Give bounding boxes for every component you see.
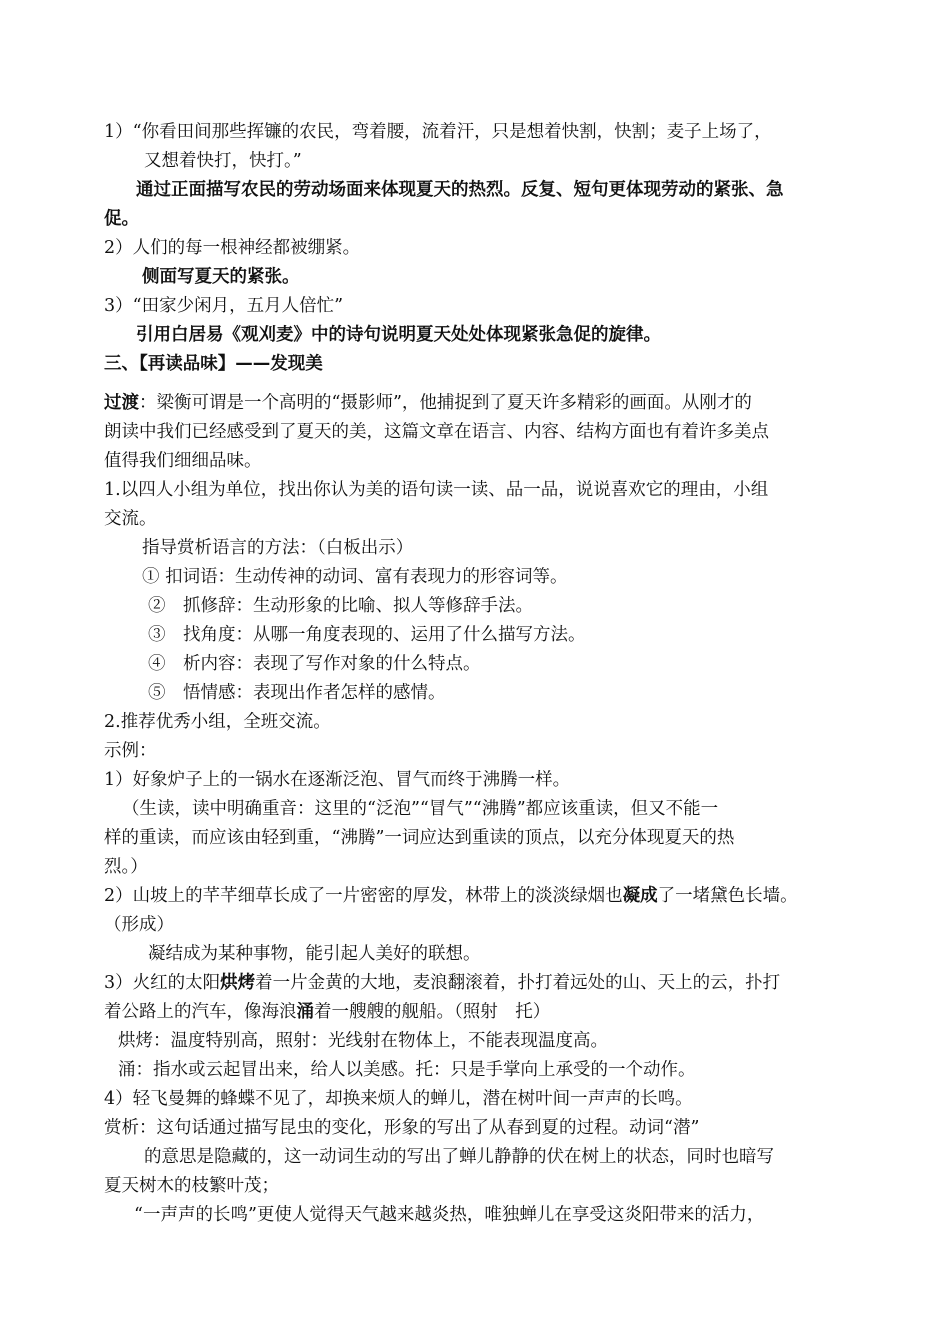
example-1-line-2: 又想着快打，快打。” (144, 151, 302, 171)
sample-3-line-1 (104, 969, 860, 998)
method-2: ② 抓修辞：生动形象的比喻、拟人等修辞手法。 (148, 596, 533, 616)
task-1-line-1: 1.以四人小组为单位，找出你认为美的语句读一读、品一品，说说喜欢它的理由，小组 (104, 480, 769, 500)
appreciation-line-4: “一声声的长鸣”更使人觉得天气越来越炎热，唯独蝉儿在享受这炎阳带来的活力， (134, 1205, 765, 1225)
sample-3-text-a: 3）火红的太阳 (104, 973, 221, 993)
method-3: ③ 找角度：从哪一角度表现的、运用了什么描写方法。 (148, 625, 586, 645)
sample-2 (104, 882, 860, 911)
method-intro: 指导赏析语言的方法：（白板出示） (142, 538, 414, 558)
sample-1: 1）好象炉子上的一锅水在逐渐泛泡、冒气而终于沸腾一样。 (104, 770, 571, 790)
appreciation-line-2: 的意思是隐藏的，这一动词生动的写出了蝉儿静静的伏在树上的状态，同时也暗写 (144, 1147, 774, 1167)
appreciation-line-1: 赏析：这句话通过描写昆虫的变化，形象的写出了从春到夏的过程。动词“潜” (104, 1118, 700, 1138)
sample-1-note-1: （生读，读中明确重音：这里的“泛泡”“冒气”“沸腾”都应该重读，但又不能一 (122, 799, 719, 819)
sample-2-alt: （形成） (104, 915, 174, 935)
method-4: ④ 析内容：表现了写作对象的什么特点。 (148, 654, 481, 674)
examples-label: 示例： (104, 741, 157, 761)
transition-label: 过渡 (104, 393, 139, 413)
analysis-2: 侧面写夏天的紧张。 (142, 267, 300, 287)
sample-3-keyword-2: 涌 (296, 1002, 314, 1022)
transition-line-1 (104, 389, 860, 418)
transition-line-2: 朗读中我们已经感受到了夏天的美，这篇文章在语言、内容、结构方面也有着许多美点 (104, 422, 769, 442)
transition-line-3: 值得我们细细品味。 (104, 451, 262, 471)
sample-2-keyword: 凝成 (622, 886, 658, 906)
example-1-line-1: 1）“你看田间那些挥镰的农民，弯着腰，流着汗，只是想着快割，快割；麦子上场了， (104, 122, 772, 142)
task-1-line-2: 交流。 (104, 509, 157, 529)
section-heading: 三、【再读品味】——发现美 (104, 354, 323, 374)
example-3: 3）“田家少闲月，五月人倍忙” (104, 296, 344, 316)
task-2: 2.推荐优秀小组，全班交流。 (104, 712, 331, 732)
sample-2-note: 凝结成为某种事物，能引起人美好的联想。 (148, 944, 481, 964)
sample-3-note-1: 烘烤：温度特别高，照射：光线射在物体上，不能表现温度高。 (118, 1031, 608, 1051)
method-1: ① 扣词语：生动传神的动词、富有表现力的形容词等。 (142, 567, 568, 587)
analysis-3: 引用白居易《观刈麦》中的诗句说明夏天处处体现紧张急促的旋律。 (136, 325, 661, 345)
sample-1-note-3: 烈。） (104, 857, 148, 877)
analysis-1-line-2: 促。 (104, 209, 139, 229)
sample-3-note-2: 涌：指水或云起冒出来，给人以美感。托：只是手掌向上承受的一个动作。 (118, 1060, 696, 1080)
analysis-1-line-1: 通过正面描写农民的劳动场面来体现夏天的热烈。反复、短句更体现劳动的紧张、急 (136, 180, 784, 200)
example-2: 2）人们的每一根神经都被绷紧。 (104, 238, 361, 258)
sample-2-text-a: 2）山坡上的芊芊细草长成了一片密密的厚发，林带上的淡淡绿烟也 (104, 886, 623, 906)
sample-3-keyword: 烘烤 (220, 973, 256, 993)
sample-3-line-2 (104, 998, 860, 1027)
sample-3-text-c: 着一片金黄的大地，麦浪翻滚着，扑打着远处的山、天上的云，扑打 (255, 973, 781, 993)
transition-text: ：梁衡可谓是一个高明的“摄影师”，他捕捉到了夏天许多精彩的画面。从刚才的 (139, 393, 752, 413)
sample-3-text-e: 着一艘艘的舰船。（照射 托） (314, 1002, 551, 1022)
method-5: ⑤ 悟情感：表现出作者怎样的感情。 (148, 683, 446, 703)
sample-2-text-c: 了一堵黛色长墙。 (657, 886, 798, 906)
appreciation-line-3: 夏天树木的枝繁叶茂； (104, 1176, 279, 1196)
sample-4: 4）轻飞曼舞的蜂蝶不见了，却换来烦人的蝉儿，潜在树叶间一声声的长鸣。 (104, 1089, 693, 1109)
sample-3-text-d: 着公路上的汽车，像海浪 (104, 1002, 297, 1022)
sample-1-note-2: 样的重读，而应该由轻到重，“沸腾”一词应达到重读的顶点，以充分体现夏天的热 (104, 828, 735, 848)
